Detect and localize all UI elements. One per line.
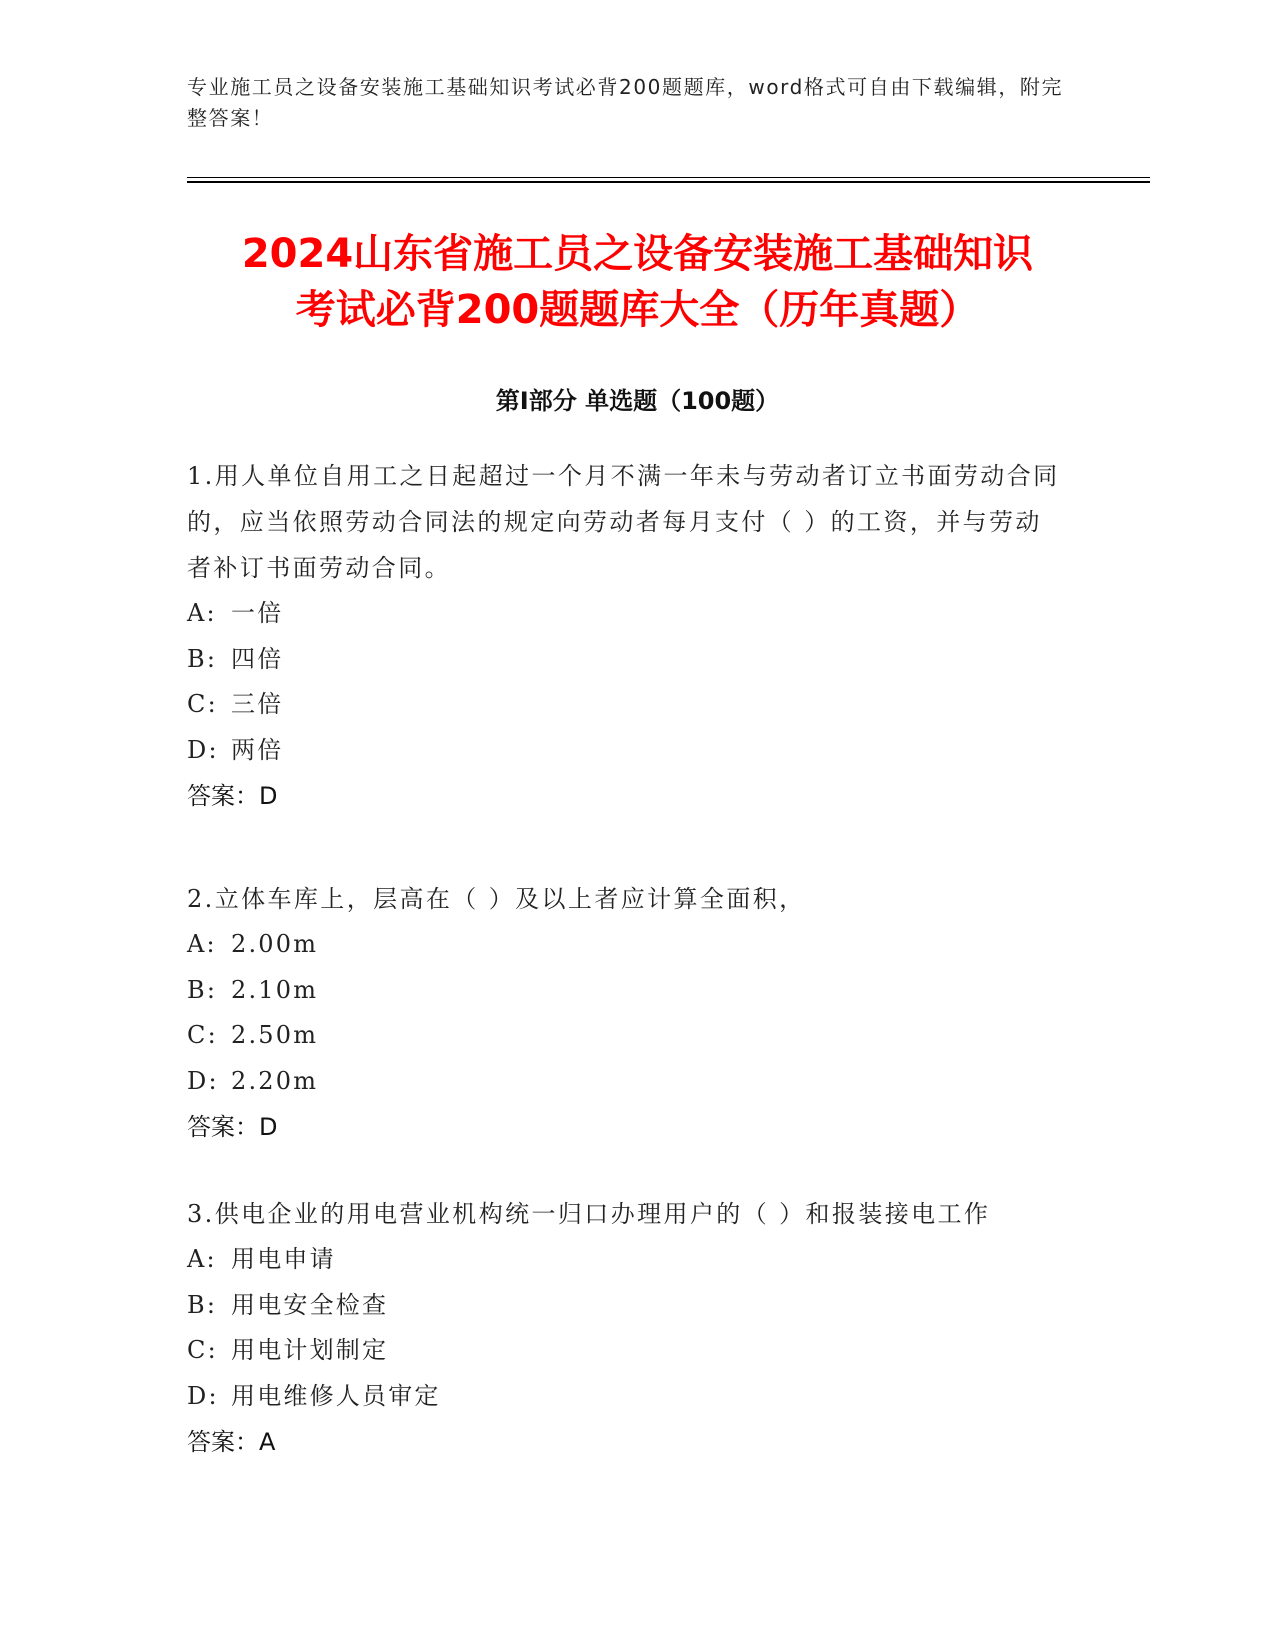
answer-label: 答案： (187, 1113, 259, 1141)
option-text: 三倍 (231, 690, 284, 718)
option-key: D: (187, 1381, 219, 1410)
option-a (187, 591, 1067, 637)
answer-value: D (259, 1113, 278, 1141)
answer-line (187, 773, 1067, 819)
option-key: A: (187, 599, 217, 627)
option-c (187, 1013, 1067, 1059)
option-text: 用电申请 (231, 1245, 336, 1273)
header-divider-thin (187, 177, 1150, 178)
option-text: 2.20m (231, 1066, 319, 1095)
option-key: B: (187, 644, 218, 673)
document-title-line-1: 2024山东省施工员之设备安装施工基础知识 (241, 231, 1034, 277)
question-1 (187, 453, 1067, 819)
option-c (187, 1328, 1067, 1374)
option-text: 2.10m (231, 975, 319, 1004)
answer-line (187, 1104, 1067, 1150)
option-text: 用电计划制定 (231, 1336, 389, 1364)
answer-value: D (259, 782, 278, 810)
option-c (187, 682, 1067, 728)
option-text: 两倍 (231, 735, 284, 764)
question-stem: 1.用人单位自用工之日起超过一个月不满一年未与劳动者订立书面劳动合同的，应当依照劳动合同法的规定向劳动者每月支付（ ）的工资，并与劳动者补订书面劳动合同。 (187, 462, 1060, 582)
section-title: 第I部分 单选题（100题） (495, 387, 780, 415)
option-b (187, 968, 1067, 1014)
option-key: B: (187, 975, 218, 1004)
option-a (187, 922, 1067, 968)
document-title-line-2: 考试必背200题题库大全（历年真题） (295, 287, 980, 333)
option-text: 用电安全检查 (231, 1290, 389, 1319)
answer-label: 答案： (187, 782, 259, 810)
question-3 (187, 1191, 1067, 1465)
option-key: D: (187, 735, 219, 764)
option-text: 2.50m (231, 1021, 319, 1049)
option-key: C: (187, 1021, 218, 1049)
option-text: 2.00m (231, 930, 319, 958)
option-a (187, 1237, 1067, 1283)
option-text: 一倍 (231, 599, 284, 627)
header-note: 专业施工员之设备安装施工基础知识考试必背200题题库，word格式可自由下载编辑，附完整答案！ (187, 75, 1064, 130)
document-title (0, 226, 1275, 338)
option-d (187, 1059, 1067, 1105)
answer-line (187, 1419, 1067, 1465)
question-stem: 2.立体车库上，层高在（ ）及以上者应计算全面积， (187, 885, 806, 913)
option-key: A: (187, 930, 217, 958)
option-d (187, 1374, 1067, 1420)
option-d (187, 728, 1067, 774)
answer-label: 答案： (187, 1428, 259, 1456)
option-key: A: (187, 1245, 217, 1273)
header-divider-thick (187, 181, 1150, 183)
option-text: 四倍 (231, 644, 284, 673)
answer-value: A (259, 1428, 276, 1456)
option-key: B: (187, 1290, 218, 1319)
option-b (187, 637, 1067, 683)
question-stem: 3.供电企业的用电营业机构统一归口办理用户的（ ）和报装接电工作 (187, 1200, 991, 1228)
option-key: C: (187, 1336, 218, 1364)
option-text: 用电维修人员审定 (231, 1381, 441, 1410)
option-b (187, 1283, 1067, 1329)
option-key: D: (187, 1066, 219, 1095)
question-2 (187, 876, 1067, 1150)
option-key: C: (187, 690, 218, 718)
